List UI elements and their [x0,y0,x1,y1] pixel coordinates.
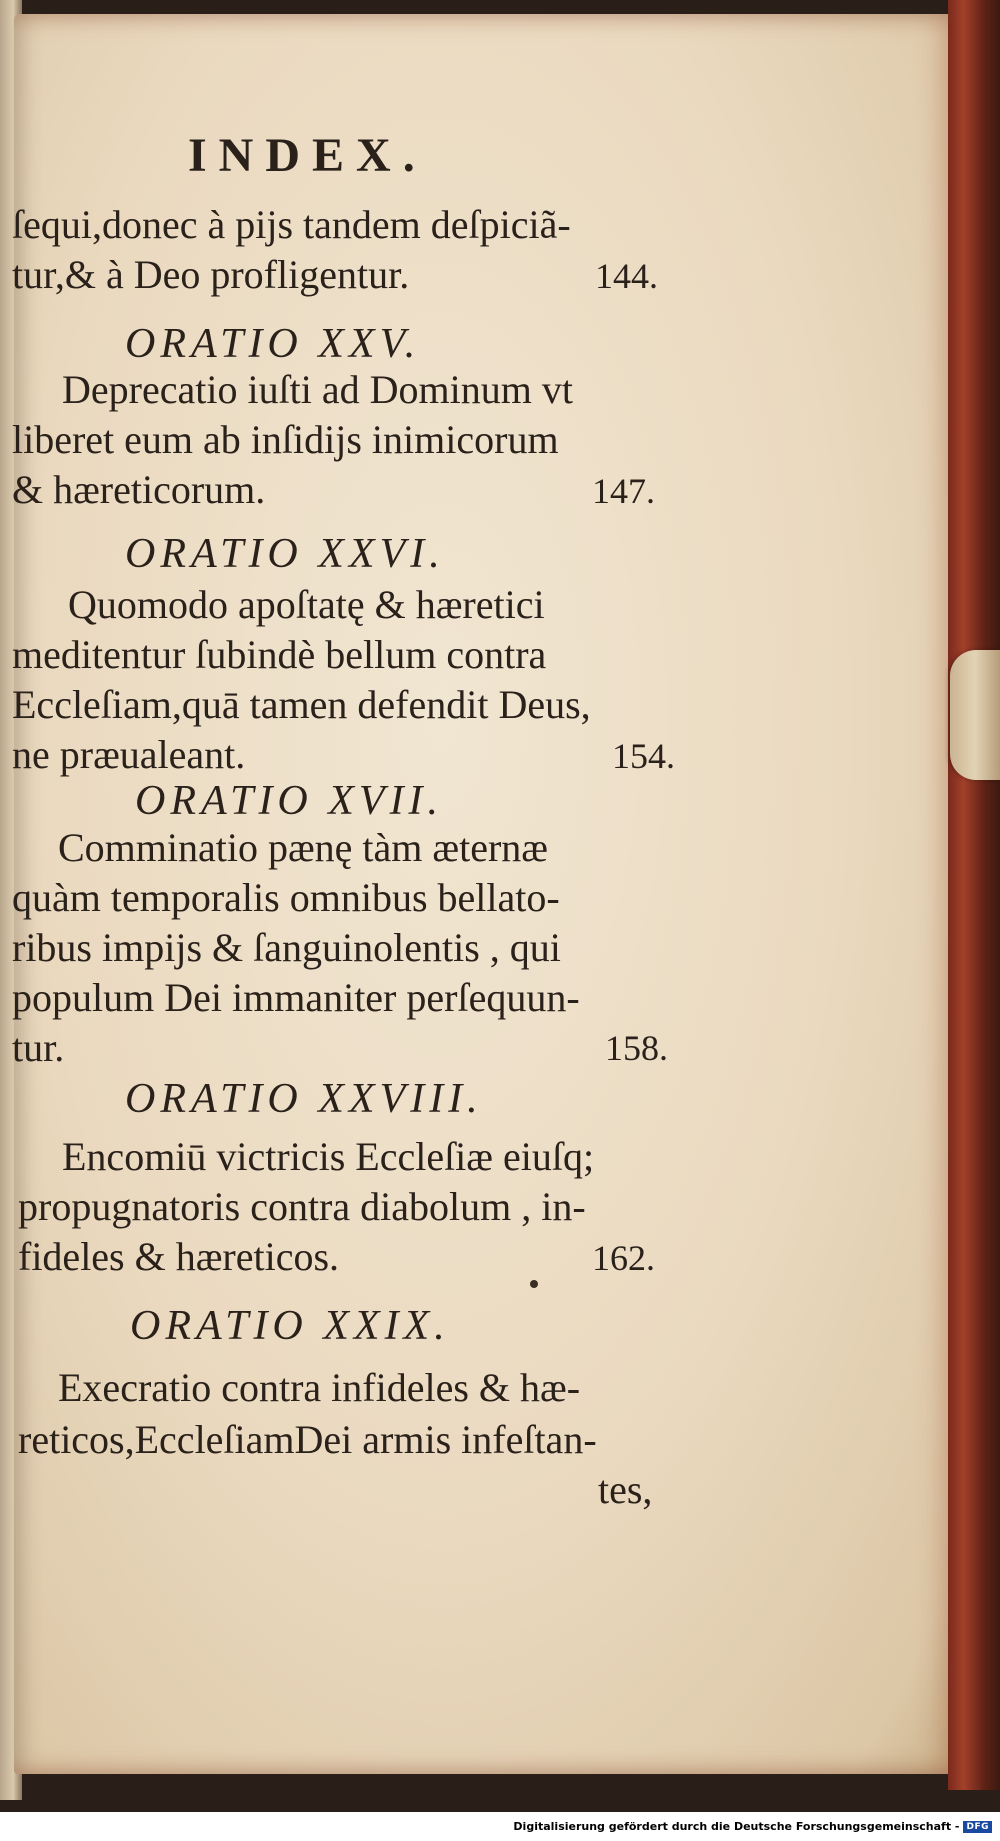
entry-line: Eccleſiam,quā tamen defendit Deus, [12,682,591,727]
entry-line: quàm temporalis omnibus bellato- [12,875,560,920]
entry-line: populum Dei immaniter perſequun- [12,975,580,1020]
entry-line: Quomodo apoſtatę & hæretici [68,582,545,627]
oration-heading: ORATIO XXV. [125,321,421,367]
ink-dot [530,1280,538,1288]
entry-line: liberet eum ab inſidijs inimicorum [12,417,559,462]
oration-heading: ORATIO XVII. [135,778,444,824]
oration-heading: ORATIO XXVIII. [125,1076,483,1122]
entry-line: propugnatoris contra diabolum , in- [18,1184,586,1229]
red-fore-edge [948,0,1000,1790]
page-number: 154. [612,736,675,776]
entry-line: tur. [12,1025,65,1070]
page-header: INDEX. [188,129,427,182]
entry-line: ribus impijs & ſanguinolentis , qui [12,925,561,970]
entry-line: Comminatio pænę tàm æternæ [58,825,548,870]
entry-line: reticos,EccleſiamDei armis infeſtan- [18,1417,597,1462]
page-number: 158. [605,1028,668,1068]
catchword: tes, [598,1467,653,1512]
entry-line: meditentur ſubindè bellum contra [12,632,547,677]
entry-line: Deprecatio iuſti ad Dominum vt [62,367,573,412]
page-tab [950,650,1000,780]
page-number: 144. [595,256,658,296]
oration-heading: ORATIO XXIX. [130,1303,450,1349]
entry-line: & hæreticorum. [12,467,266,512]
page-number: 162. [592,1238,655,1278]
dfg-credit [513,1820,992,1833]
oration-heading: ORATIO XXVI. [125,531,445,577]
credit-text: Digitalisierung gefördert durch die Deutsche Forschungsgemeinschaft - [513,1820,960,1833]
entry-line: tur,& à Deo profligentur. [12,252,410,297]
entry-line: Encomiū victricis Eccleſiæ eiuſq; [62,1134,595,1179]
dfg-logo: DFG [963,1821,992,1833]
entry-line: Execratio contra infideles & hæ- [58,1365,581,1410]
page-number: 147. [592,471,655,511]
entry-line: ſequi,donec à pijs tandem deſpiciã- [12,202,571,247]
entry-line: fideles & hæreticos. [18,1234,340,1279]
entry-line: ne præualeant. [12,732,246,777]
